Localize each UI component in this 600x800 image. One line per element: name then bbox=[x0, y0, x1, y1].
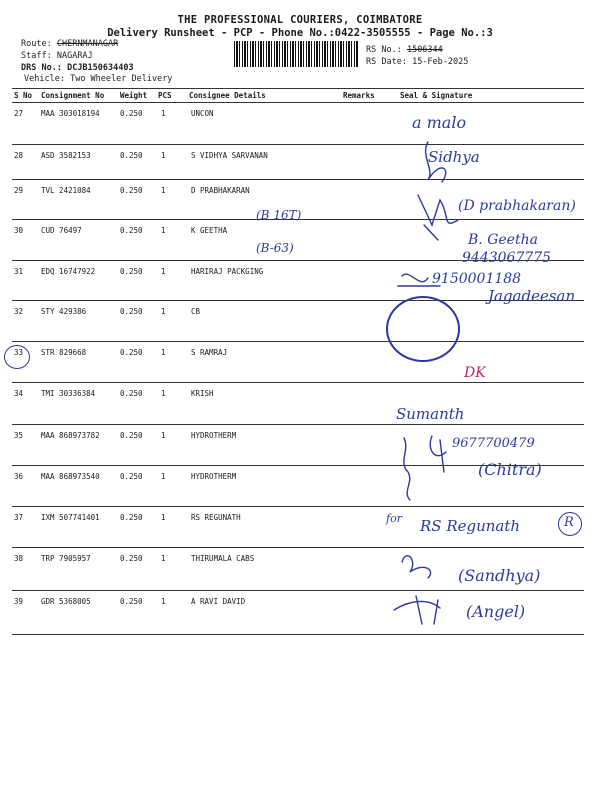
handwriting-for-37: for bbox=[386, 512, 402, 525]
rs-date-field bbox=[366, 57, 468, 67]
cell-consignment: CUD 76497 bbox=[41, 226, 82, 235]
handwriting-phone-30: 9443067775 bbox=[462, 250, 552, 266]
cell-consignment: MAA 868973782 bbox=[41, 431, 100, 440]
vehicle-value: Two Wheeler Delivery bbox=[70, 74, 173, 84]
col-header-consignee: Consignee Details bbox=[189, 91, 266, 100]
cell-weight: 0.250 bbox=[120, 151, 143, 160]
handwriting-signature-27: a malo bbox=[412, 113, 467, 132]
cell-pcs: 1 bbox=[161, 226, 166, 235]
col-header-remarks: Remarks bbox=[343, 91, 375, 100]
table-top-rule bbox=[12, 88, 584, 89]
cell-weight: 0.250 bbox=[120, 472, 143, 481]
cell-weight: 0.250 bbox=[120, 267, 143, 276]
col-header-signature: Seal & Signature bbox=[400, 91, 473, 100]
cell-pcs: 1 bbox=[161, 513, 166, 522]
cell-consignment: TMI 30336384 bbox=[41, 389, 96, 398]
runsheet-subtitle: Delivery Runsheet - PCP - Phone No.:0422-3505555 - Page No.:3 bbox=[107, 27, 493, 39]
rs-date-label: RS Date: bbox=[366, 57, 407, 67]
cell-sno: 29 bbox=[14, 186, 24, 195]
cell-sno: 37 bbox=[14, 513, 24, 522]
cell-weight: 0.250 bbox=[120, 431, 143, 440]
handwriting-mark-33: DK bbox=[464, 365, 486, 381]
cell-pcs: 1 bbox=[161, 348, 166, 357]
cell-consignee: THIRUMALA CABS bbox=[191, 554, 255, 563]
cell-consignment: GDR 5368005 bbox=[41, 597, 91, 606]
col-header-weight: Weight bbox=[120, 91, 148, 100]
handwriting-signature-38: (Sandhya) bbox=[458, 566, 541, 585]
cell-consignment: MAA 303018194 bbox=[41, 109, 100, 118]
col-header-sno: S No bbox=[14, 91, 33, 100]
cell-weight: 0.250 bbox=[120, 226, 143, 235]
handwriting-signature-31: Jagadeesan bbox=[488, 287, 576, 305]
rs-number-label: RS No.: bbox=[366, 45, 402, 55]
cell-weight: 0.250 bbox=[120, 389, 143, 398]
cell-sno: 33 bbox=[14, 348, 24, 357]
rs-date-value: 15-Feb-2025 bbox=[412, 57, 469, 67]
vehicle-field bbox=[24, 74, 172, 84]
cell-pcs: 1 bbox=[161, 109, 166, 118]
cell-pcs: 1 bbox=[161, 307, 166, 316]
cell-consignee: HYDROTHERM bbox=[191, 472, 237, 481]
cell-consignment: STR 829668 bbox=[41, 348, 87, 357]
handwriting-note-b16t: (B 16T) bbox=[256, 208, 302, 222]
cell-pcs: 1 bbox=[161, 151, 166, 160]
company-title: THE PROFESSIONAL COURIERS, COIMBATORE bbox=[177, 14, 423, 26]
cell-consignee: A RAVI DAVID bbox=[191, 597, 246, 606]
staff-field bbox=[21, 51, 93, 61]
cell-sno: 38 bbox=[14, 554, 24, 563]
cell-sno: 32 bbox=[14, 307, 24, 316]
cell-consignment: TRP 7905957 bbox=[41, 554, 91, 563]
signature-scribbles bbox=[380, 100, 595, 640]
cell-consignment: STY 429386 bbox=[41, 307, 87, 316]
cell-sno: 31 bbox=[14, 267, 24, 276]
cell-weight: 0.250 bbox=[120, 554, 143, 563]
cell-consignee: CB bbox=[191, 307, 201, 316]
cell-consignee: KRISH bbox=[191, 389, 214, 398]
staff-value: NAGARAJ bbox=[56, 51, 93, 61]
cell-pcs: 1 bbox=[161, 186, 166, 195]
barcode bbox=[234, 41, 359, 67]
cell-sno: 30 bbox=[14, 226, 24, 235]
scribble-39 bbox=[394, 596, 440, 624]
cell-consignee: UNCON bbox=[191, 109, 214, 118]
cell-consignment: EDQ 16747922 bbox=[41, 267, 96, 276]
scribble-30-for bbox=[424, 225, 438, 240]
col-header-consignment: Consignment No bbox=[41, 91, 105, 100]
route-field bbox=[21, 39, 118, 49]
cell-consignment: ASD 3582153 bbox=[41, 151, 91, 160]
handwriting-mark-37: R bbox=[564, 515, 574, 530]
cell-weight: 0.250 bbox=[120, 513, 143, 522]
rs-number-field bbox=[366, 45, 443, 55]
cell-sno: 28 bbox=[14, 151, 24, 160]
col-header-pcs: PCS bbox=[158, 91, 172, 100]
cell-sno: 27 bbox=[14, 109, 24, 118]
cell-pcs: 1 bbox=[161, 267, 166, 276]
cell-pcs: 1 bbox=[161, 389, 166, 398]
cell-consignee: HARIRAJ PACKGING bbox=[191, 267, 264, 276]
vehicle-label: Vehicle: bbox=[24, 74, 65, 84]
handwriting-signature-35: (Chitra) bbox=[478, 460, 542, 479]
cell-consignee: K GEETHA bbox=[191, 226, 228, 235]
cell-consignment: TVL 2421084 bbox=[41, 186, 91, 195]
drs-value: DCJB150634403 bbox=[67, 63, 134, 73]
handwriting-signature-39: (Angel) bbox=[466, 602, 526, 621]
scribble-38 bbox=[402, 556, 431, 578]
cell-sno: 36 bbox=[14, 472, 24, 481]
handwriting-note-b63: (B-63) bbox=[256, 241, 294, 255]
cell-weight: 0.250 bbox=[120, 348, 143, 357]
scribble-29 bbox=[418, 195, 458, 225]
cell-consignee: S VIDHYA SARVANAN bbox=[191, 151, 268, 160]
cell-consignee: HYDROTHERM bbox=[191, 431, 237, 440]
handwriting-phone-31: 9150001188 bbox=[432, 271, 522, 287]
cell-consignment: MAA 868973540 bbox=[41, 472, 100, 481]
handwriting-signature-37: RS Regunath bbox=[420, 517, 521, 535]
cell-weight: 0.250 bbox=[120, 597, 143, 606]
cell-weight: 0.250 bbox=[120, 307, 143, 316]
cell-pcs: 1 bbox=[161, 431, 166, 440]
cell-sno: 35 bbox=[14, 431, 24, 440]
cell-consignee: RS REGUNATH bbox=[191, 513, 241, 522]
row-33-circle-mark bbox=[4, 345, 30, 369]
cell-pcs: 1 bbox=[161, 472, 166, 481]
handwriting-phone-35: 9677700479 bbox=[452, 436, 535, 451]
route-label: Route: bbox=[21, 39, 52, 49]
cell-consignee: D PRABHAKARAN bbox=[191, 186, 250, 195]
scribble-35-brace bbox=[404, 438, 410, 500]
rs-number-value: 1506344 bbox=[406, 45, 443, 55]
route-value: CHERNMANAGAR bbox=[56, 39, 119, 49]
handwriting-signature-28: Sidhya bbox=[428, 148, 480, 166]
handwriting-signature-34: Sumanth bbox=[396, 405, 465, 423]
staff-label: Staff: bbox=[21, 51, 52, 61]
cell-sno: 34 bbox=[14, 389, 24, 398]
cell-pcs: 1 bbox=[161, 554, 166, 563]
handwriting-signature-29: (D prabhakaran) bbox=[458, 198, 576, 214]
drs-field bbox=[21, 63, 134, 73]
cell-sno: 39 bbox=[14, 597, 24, 606]
cell-consignee: S RAMRAJ bbox=[191, 348, 228, 357]
scribble-31 bbox=[398, 274, 440, 286]
drs-label: DRS No.: bbox=[21, 63, 62, 73]
cell-pcs: 1 bbox=[161, 597, 166, 606]
handwriting-signature-30: B. Geetha bbox=[468, 232, 538, 248]
cell-consignment: IXM 507741401 bbox=[41, 513, 100, 522]
scribble-35 bbox=[430, 436, 446, 472]
cell-weight: 0.250 bbox=[120, 109, 143, 118]
scribble-28 bbox=[426, 142, 446, 182]
cell-weight: 0.250 bbox=[120, 186, 143, 195]
